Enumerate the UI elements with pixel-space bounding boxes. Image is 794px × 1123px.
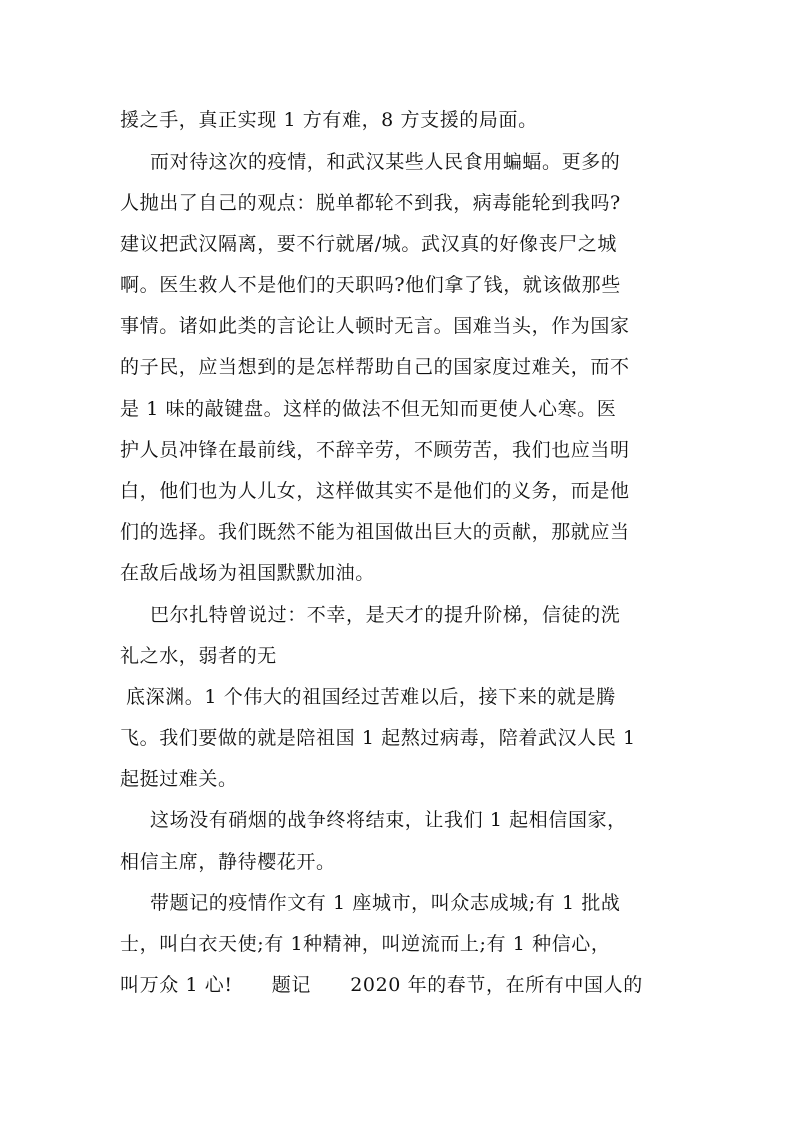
text-line-15: 底深渊。1 个伟大的祖国经过苦难以后，接下来的就是腾 xyxy=(126,686,616,708)
text-line-12: 在敌后战场为祖国默默加油。 xyxy=(120,562,375,584)
text-line-4: 建议把武汉隔离，要不行就屠/城。武汉真的好像丧尸之城 xyxy=(120,233,618,255)
text-line-11: 们的选择。我们既然不能为祖国做出巨大的贡献，那就应当 xyxy=(120,521,630,543)
text-line-22: 叫万众 1 心! 题记 2020 年的春节，在所有中国人的 xyxy=(120,974,643,996)
text-line-20: 带题记的疫情作文有 1 座城市，叫众志成城;有 1 批战 xyxy=(150,892,621,914)
text-line-16: 飞。我们要做的就是陪祖国 1 起熬过病毒，陪着武汉人民 1 xyxy=(120,727,636,749)
text-line-13: 巴尔扎特曾说过：不幸，是天才的提升阶梯，信徒的洗 xyxy=(150,604,621,626)
text-line-19: 相信主席，静待樱花开。 xyxy=(120,851,336,873)
text-line-21: 士，叫白衣天使;有 1种精神，叫逆流而上;有 1 种信心， xyxy=(120,933,611,955)
text-line-14: 礼之水，弱者的无 xyxy=(120,645,277,667)
text-line-10: 白，他们也为人儿女，这样做其实不是他们的义务，而是他 xyxy=(120,480,630,502)
text-line-7: 的子民，应当想到的是怎样帮助自己的国家度过难关，而不 xyxy=(120,356,630,378)
text-line-18: 这场没有硝烟的战争终将结束，让我们 1 起相信国家， xyxy=(150,809,627,831)
text-line-9: 护人员冲锋在最前线，不辞辛劳，不顾劳苦，我们也应当明 xyxy=(120,439,630,461)
text-line-3: 人抛出了自己的观点：脱单都轮不到我，病毒能轮到我吗? xyxy=(120,192,621,214)
text-line-17: 起挺过难关。 xyxy=(120,768,238,790)
text-line-6: 事情。诸如此类的言论让人顿时无言。国难当头，作为国家 xyxy=(120,315,630,337)
text-line-5: 啊。医生救人不是他们的天职吗?他们拿了钱，就该做那些 xyxy=(120,274,621,296)
text-line-8: 是 1 味的敲键盘。这样的做法不但无知而更使人心寒。医 xyxy=(120,398,617,420)
text-line-2: 而对待这次的疫情，和武汉某些人民食用蝙蝠。更多的 xyxy=(150,151,621,173)
text-line-1: 援之手，真正实现 1 方有难，8 方支援的局面。 xyxy=(120,109,538,131)
